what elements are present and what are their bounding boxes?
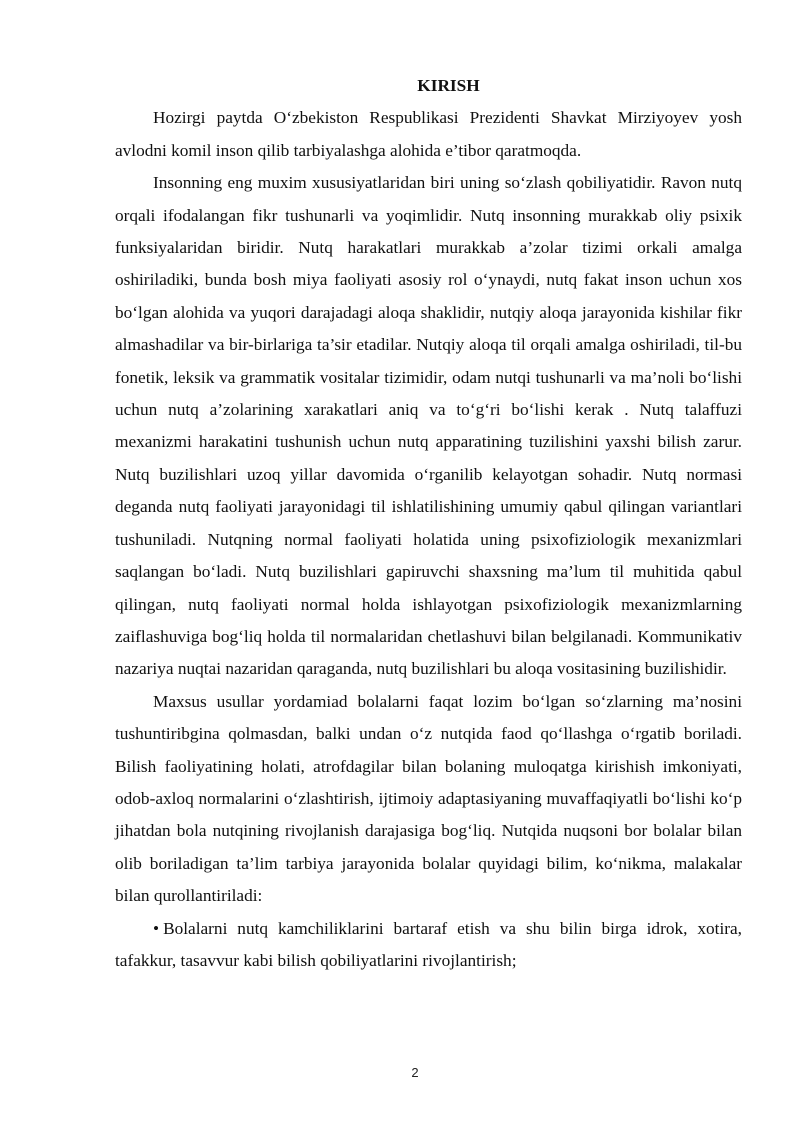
paragraph-1: Hozirgi paytda O‘zbekiston Respublikasi Prezidenti Shavkat Mirziyoyev yosh avlodni komil inson qilib tarbiyalashga alohida e’tibor qaratmoqda. [115,108,742,160]
bullet-item [115,913,742,978]
paragraph-2: Insonning eng muxim xususiyatlaridan biri uning so‘zlash qobiliyatidir. Ravon nutq orqali ifodalangan fikr tushunarli va yoqimlidir. Nutq insonning murakkab oliy psixik funksiyalaridan biridir. Nutq harakatlari murakkab a’zolar tizimi orkali amalga oshiriladiki, bunda bosh miya faoliyati asosiy rol o‘ynaydi, nutq fakat inson uchun xos bo‘lgan alohida va yuqori darajadagi aloqa shaklidir, nutqiy aloqa jarayonida kishilar fikr almashadilar va bir-birlariga ta’sir etadilar. Nutqiy aloqa til orqali amalga oshiriladi, til-bu fonetik, leksik va grammatik vositalar tizimidir, odam nutqi tushunarli va ma’noli bo‘lishi uchun nutq a’zolarining xarakatlari aniq va to‘g‘ri bo‘lishi kerak . Nutq talaffuzi mexanizmi harakatini tushunish uchun nutq apparatining tuzilishini yaxshi bilish zarur. Nutq buzilishlari uzoq yillar davomida o‘rganilib kelayotgan sohadir. Nutq normasi deganda nutq faoliyati jarayonidagi til ishlatilishining umumiy qabul qilingan variantlari tushuniladi. Nutqning normal faoliyati holatida uning psixofiziologik mexanizmlari saqlangan bo‘ladi. Nutq buzilishlari gapiruvchi shaxsning ma’lum til muhitida qabul qilingan, nutq faoliyati normal holda ishlayotgan psixofiziologik mexanizmlarning zaiflashuviga bog‘liq holda til normalaridan chetlashuvi bilan belgilanadi. Kommunikativ nazariya nuqtai nazaridan qaraganda, nutq buzilishlari bu aloqa vositasining buzilishidir. [115,173,742,679]
page-content [115,70,742,977]
paragraph-3: Maxsus usullar yordamiad bolalarni faqat lozim bo‘lgan so‘zlarning ma’nosini tushuntiribgina qolmasdan, balki undan o‘z nutqida faod qo‘llashga o‘rgatib boriladi. Bilish faoliyatining holati, atrofdagilar bilan bolaning muloqatga kirishish imkoniyati, odob-axloq normalarini o‘zlashtirish, ijtimoiy adaptasiyaning muvaffaqiyatli bo‘lishi ko‘p jihatdan bola nutqining rivojlanish darajasiga bog‘liq. Nutqida nuqsoni bor bolalar bilan olib boriladigan ta’lim tarbiya jarayonida bolalar quyidagi bilim, ko‘nikma, malakalar bilan qurollantiriladi: [115,691,742,906]
bullet-marker: • [153,918,160,938]
bullet-text: Bolalarni nutq kamchiliklarini bartaraf etish va shu bilin birga idrok, xotira, tafakkur, tasavvur kabi bilish qobiliyatlarini rivojlantirish; [115,918,742,970]
section-title: KIRISH [417,76,480,95]
page-number: 2 [411,1065,419,1080]
